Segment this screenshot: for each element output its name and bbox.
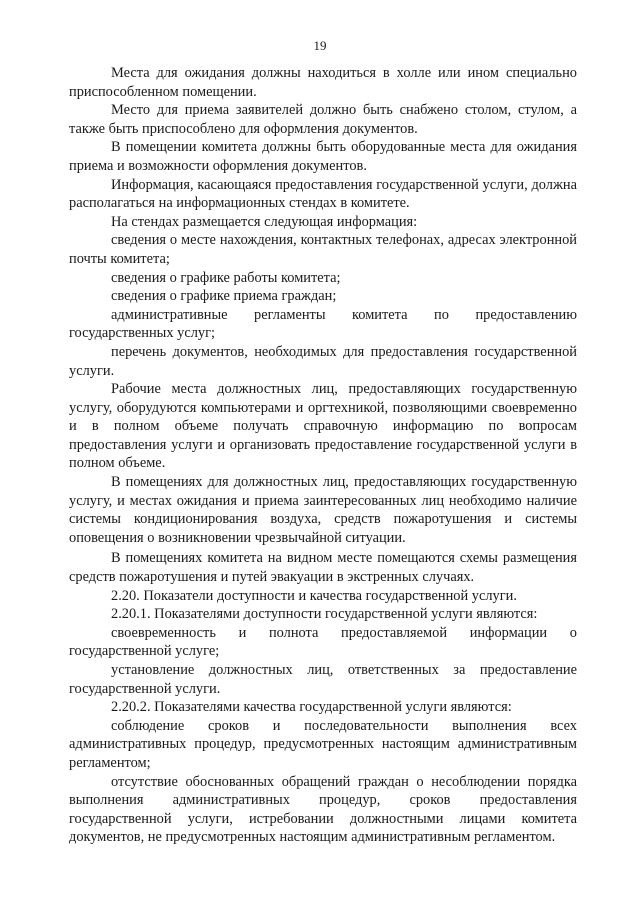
page-number: 19 xyxy=(313,38,327,53)
list-item-location-info: сведения о месте нахождения, контактных телефонах, адресах электронной почты комитета; xyxy=(69,232,577,267)
paragraph-reception-place: Место для приема заявителей должно быть снабжено столом, стулом, а также быть приспособлено для оформления документов. xyxy=(69,102,577,137)
list-item-responsible-officials: установление должностных лиц, ответственных за предоставление государственной услуги. xyxy=(69,662,577,697)
list-item-no-complaints: отсутствие обоснованных обращений граждан о несоблюдении порядка выполнения административных процедур, сроков предоставления государственной услуги, истребовании должностными лицами комитета документов, не предусмотренных настоящим административным регламентом. xyxy=(69,773,577,846)
paragraph-evacuation-schemes: В помещениях комитета на видном месте помещаются схемы размещения средств пожаротушения и путей эвакуации в экстренных случаях. xyxy=(69,550,577,586)
list-item-reception-schedule: сведения о графике приема граждан; xyxy=(111,288,337,305)
list-item-regulations: административные регламенты комитета по предоставлению государственных услуг; xyxy=(69,306,577,342)
list-item-deadlines-compliance: соблюдение сроков и последовательности выполнения всех административных процедур, предусмотренных настоящим административным регламентом; xyxy=(69,717,577,771)
paragraph-committee-waiting: В помещении комитета должны быть оборудованные места для ожидания приема и возможности оформления документов. xyxy=(69,139,577,174)
section-heading-2-20-2: 2.20.2. Показателями качества государственной услуги являются: xyxy=(111,699,512,716)
paragraph-waiting-places: Места для ожидания должны находиться в холле или ином специально приспособленном помещении. xyxy=(69,65,577,100)
list-item-work-schedule: сведения о графике работы комитета; xyxy=(111,269,341,286)
paragraph-stands-intro: На стендах размещается следующая информация: xyxy=(111,213,418,230)
section-heading-2-20: 2.20. Показатели доступности и качества государственной услуги. xyxy=(111,587,517,604)
section-heading-2-20-1: 2.20.1. Показателями доступности государственной услуги являются: xyxy=(111,606,538,623)
paragraph-information-stands: Информация, касающаяся предоставления государственной услуги, должна располагаться на информационных стендах в комитете. xyxy=(69,176,577,212)
list-item-timeliness: своевременность и полнота предоставляемой информации о государственной услуге; xyxy=(69,624,577,660)
paragraph-premises-safety: В помещениях для должностных лиц, предоставляющих государственную услугу, и местах ожидания и приема заинтересованных лиц необходимо наличие системы кондиционирования воздуха, средств пожаротушения и системы оповещения о возникновении чрезвычайной ситуации. xyxy=(69,474,577,546)
paragraph-workplaces: Рабочие места должностных лиц, предоставляющих государственную услугу, оборудуются компьютерами и оргтехникой, позволяющими своевременно и в полном объеме получать справочную информацию по вопросам предоставления услуги и организовать предоставление государственной услуги в полном объеме. xyxy=(69,381,577,472)
document-body xyxy=(69,64,577,847)
list-item-documents-list: перечень документов, необходимых для предоставления государственной услуги. xyxy=(69,343,577,379)
